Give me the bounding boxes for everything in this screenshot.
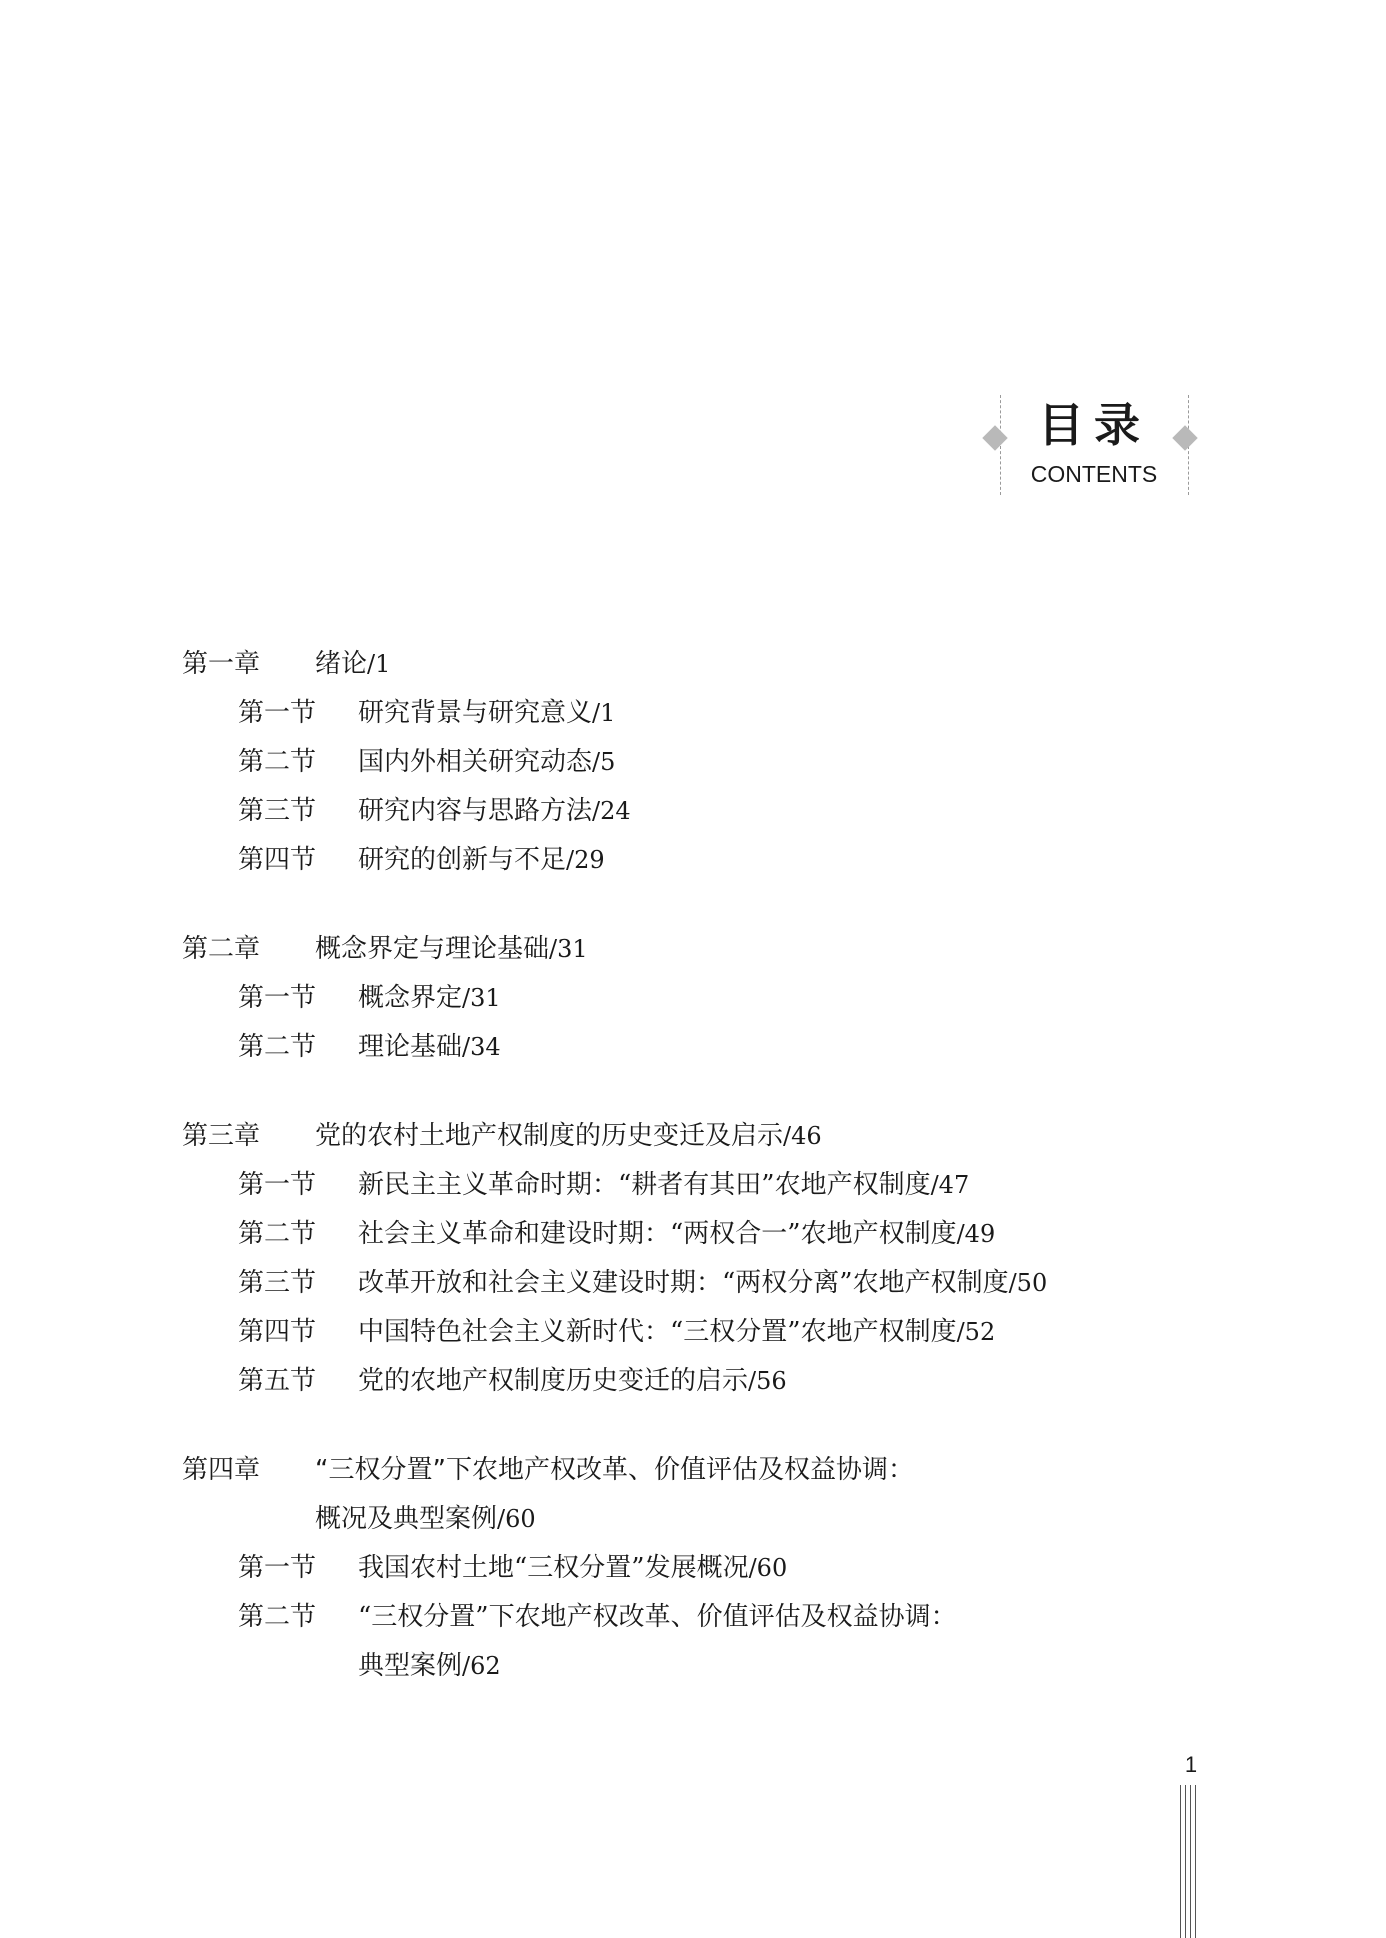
section-entry[interactable] [182,974,1232,1023]
page-number: /31 [462,984,501,1012]
section-entry[interactable] [182,1161,1232,1210]
margin-rules [1176,1785,1206,1938]
chapter-label: 第二章 [182,934,261,964]
chapter-label: 第一章 [182,649,261,679]
page-number: /29 [566,846,605,874]
chapter-1 [182,640,1232,885]
section-entry[interactable] [182,1023,1232,1072]
section-label: 第一节 [238,1553,317,1583]
toc-title: 目录 [1038,398,1150,452]
section-title: 我国农村土地“三权分置”发展概况 [358,1553,749,1583]
chapter-3 [182,1112,1232,1406]
chapter-label: 第三章 [182,1121,261,1151]
section-label: 第三节 [238,796,317,826]
section-entry[interactable] [182,1544,1232,1593]
section-label: 第二节 [238,1602,317,1632]
page-number: /34 [462,1033,501,1061]
section-title: 中国特色社会主义新时代：“三权分置”农地产权制度 [358,1317,957,1347]
section-label: 第一节 [238,983,317,1013]
section-title: 理论基础 [358,1032,463,1062]
page-folio: 1 [1184,1752,1198,1777]
section-title: 新民主主义革命时期：“耕者有其田”农地产权制度 [358,1170,931,1200]
chapter-heading[interactable] [182,925,1232,974]
section-label: 第二节 [238,747,317,777]
section-title: 国内外相关研究动态 [358,747,593,777]
chapter-title-line-1: “三权分置”下农地产权改革、价值评估及权益协调： [315,1455,914,1485]
toc-heading [975,395,1195,495]
page-number: /60 [497,1505,536,1533]
section-entry[interactable] [182,689,1232,738]
section-title-line-2: 典型案例 [358,1651,463,1681]
section-entry[interactable] [182,1357,1232,1406]
section-label: 第二节 [238,1032,317,1062]
page-number: /49 [956,1220,996,1248]
table-of-contents [182,640,1232,1731]
chapter-label: 第四章 [182,1455,261,1485]
section-title: 概念界定 [358,983,463,1013]
chapter-title [315,1446,914,1544]
chapter-title: 绪论 [315,649,368,679]
section-title: 研究内容与思路方法 [358,796,593,826]
page-number: /62 [462,1652,501,1680]
section-entry[interactable] [182,1593,1232,1691]
section-label: 第四节 [238,1317,317,1347]
section-title: 研究背景与研究意义 [358,698,593,728]
page-number: /46 [783,1122,822,1150]
chapter-heading[interactable] [182,1446,1232,1544]
section-label: 第一节 [238,698,317,728]
page-number: /1 [367,650,391,678]
toc-subtitle: CONTENTS [1030,461,1158,487]
section-title: 改革开放和社会主义建设时期：“两权分离”农地产权制度 [358,1268,1009,1298]
page-number: /50 [1008,1269,1048,1297]
section-entry[interactable] [182,836,1232,885]
section-label: 第一节 [238,1170,317,1200]
section-label: 第二节 [238,1219,317,1249]
page-number: /52 [956,1318,996,1346]
chapter-heading[interactable] [182,640,1232,689]
section-entry[interactable] [182,1259,1232,1308]
chapter-title-line-2: 概况及典型案例 [315,1504,498,1534]
section-label: 第三节 [238,1268,317,1298]
section-title: 研究的创新与不足 [358,845,567,875]
section-entry[interactable] [182,1210,1232,1259]
section-entry[interactable] [182,738,1232,787]
section-title-line-1: “三权分置”下农地产权改革、价值评估及权益协调： [358,1602,957,1632]
section-title [358,1593,957,1691]
page-number: /56 [748,1367,787,1395]
section-label: 第四节 [238,845,317,875]
page-number: /31 [549,935,588,963]
section-title: 社会主义革命和建设时期：“两权合一”农地产权制度 [358,1219,957,1249]
section-title: 党的农地产权制度历史变迁的启示 [358,1366,749,1396]
page-number: /24 [592,797,631,825]
chapter-2 [182,925,1232,1072]
page-number: /47 [930,1171,970,1199]
page-number: /1 [592,699,616,727]
page-number: /5 [592,748,616,776]
section-label: 第五节 [238,1366,317,1396]
page-number: /60 [748,1554,788,1582]
section-entry[interactable] [182,787,1232,836]
chapter-title: 党的农村土地产权制度的历史变迁及启示 [315,1121,784,1151]
chapter-title: 概念界定与理论基础 [315,934,550,964]
section-entry[interactable] [182,1308,1232,1357]
chapter-heading[interactable] [182,1112,1232,1161]
chapter-4 [182,1446,1232,1691]
